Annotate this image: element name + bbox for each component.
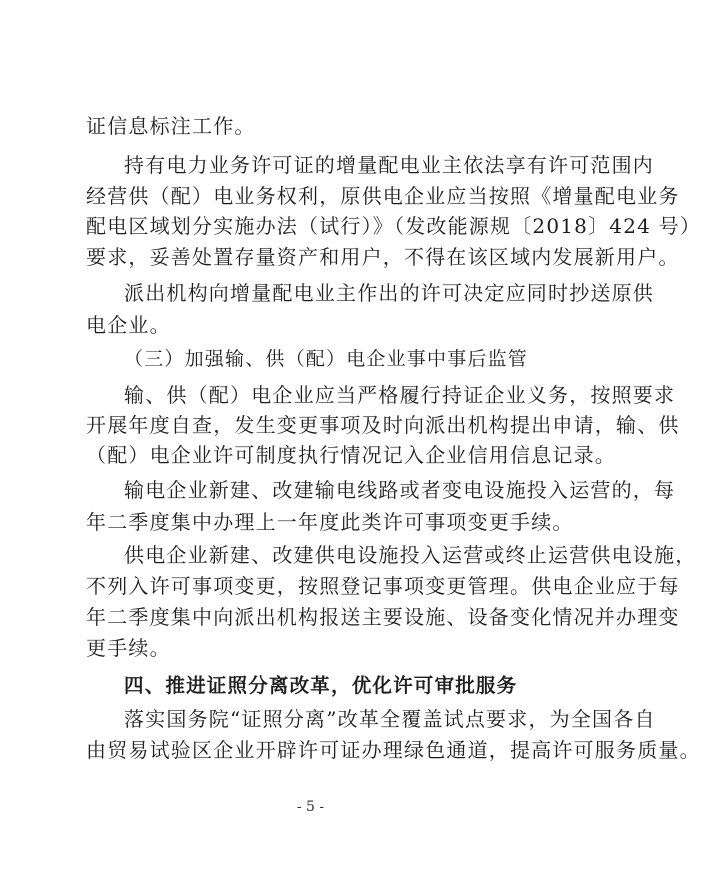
section-heading: 四、推进证照分离改革，优化许可审批服务: [124, 674, 518, 697]
text-line: 开展年度自查，发生变更事项及时向派出机构提出申请，输、供: [86, 413, 680, 437]
sub-heading: （三）加强输、供（配）电企业事中事后监管: [124, 348, 529, 370]
text-line: （配）电企业许可制度执行情况记入企业信用信息记录。: [86, 443, 616, 467]
text-line: 不列入许可事项变更，按照登记事项变更管理。供电企业应于每: [86, 574, 680, 598]
paragraph-start: 派出机构向增量配电业主作出的许可决定应同时抄送原供: [124, 281, 654, 305]
text-line: 更手续。: [86, 636, 171, 660]
text-line: 经营供（配）电业务权利，原供电企业应当按照《增量配电业务: [86, 184, 680, 208]
text-line: 年二季度集中办理上一年度此类许可事项变更手续。: [86, 510, 574, 534]
paragraph-start: 供电企业新建、改建供电设施投入运营或终止运营供电设施，: [124, 543, 697, 567]
text-line: 年二季度集中向派出机构报送主要设施、设备变化情况并办理变: [86, 605, 680, 629]
paragraph-start: 输、供（配）电企业应当严格履行持证企业义务，按照要求: [124, 383, 676, 407]
text-line: 配电区域划分实施办法（试行）》（发改能源规〔2018〕424 号）: [86, 214, 701, 238]
paragraph-start: 输电企业新建、改建输电线路或者变电设施投入运营的，每: [124, 478, 676, 502]
text-line: 证信息标注工作。: [86, 114, 256, 138]
page-number: - 5 -: [296, 799, 325, 815]
text-line: 要求，妥善处置存量资产和用户，不得在该区域内发展新用户。: [86, 245, 680, 269]
text-line: 电企业。: [86, 313, 171, 337]
text-line: 由贸易试验区企业开辟许可证办理绿色通道，提高许可服务质量。: [86, 738, 701, 762]
paragraph-start: 落实国务院“证照分离”改革全覆盖试点要求，为全国各自: [124, 707, 656, 731]
paragraph-start: 持有电力业务许可证的增量配电业主依法享有许可范围内: [124, 153, 654, 177]
